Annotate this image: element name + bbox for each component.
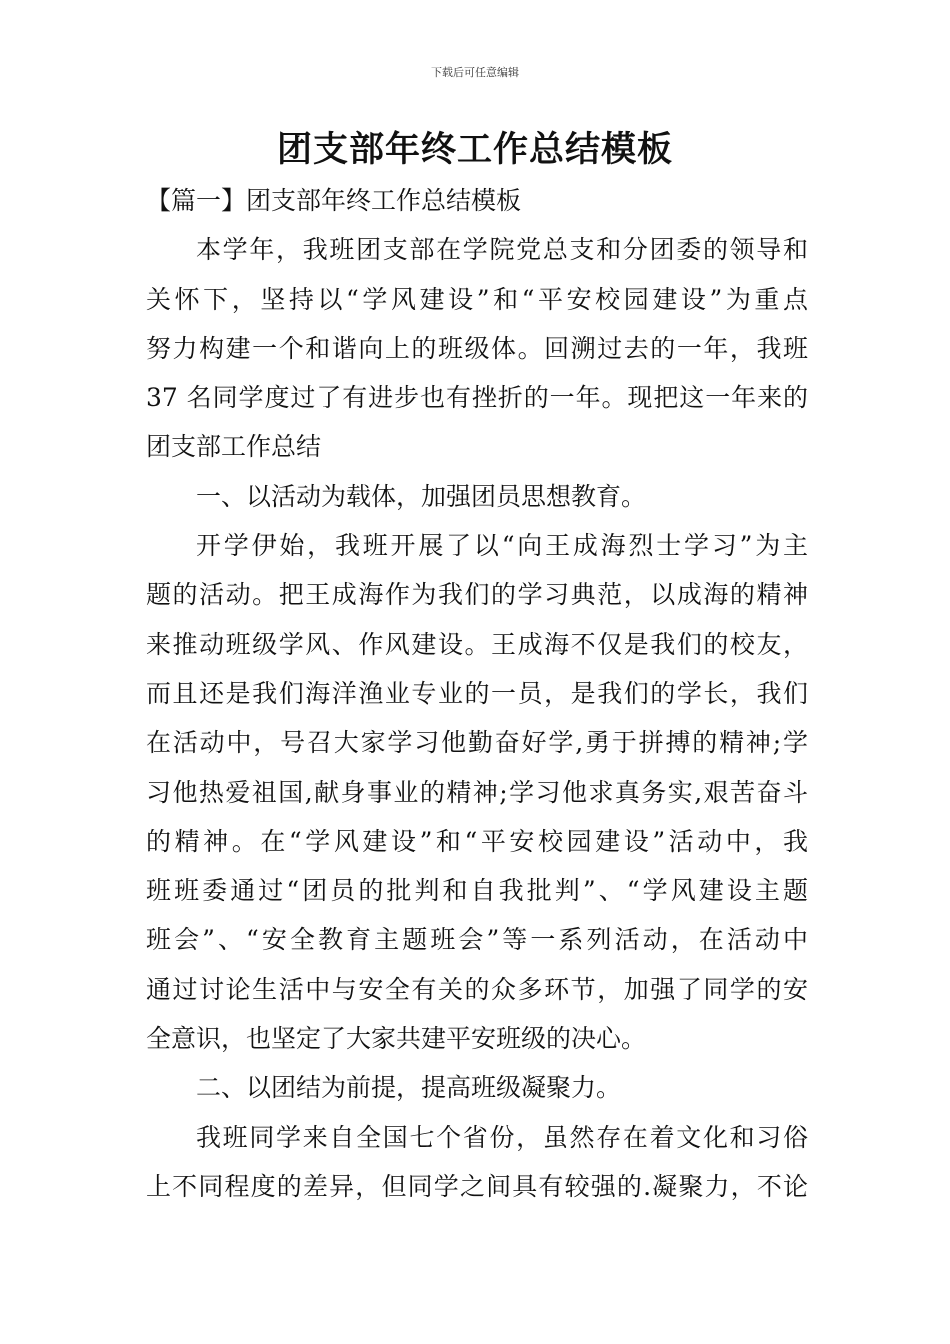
body-text-line: 通过讨论生活中与安全有关的众多环节，加强了同学的安: [146, 974, 808, 1004]
body-text-line: 上不同程度的差异，但同学之间具有较强的.凝聚力，不论: [146, 1171, 808, 1201]
header-note: 下载后可任意编辑: [431, 66, 519, 79]
body-text-line: 习他热爱祖国,献身事业的精神;学习他求真务实,艰苦奋斗: [146, 777, 808, 807]
body-text-line: 班会”、“安全教育主题班会”等一系列活动，在活动中: [146, 925, 808, 955]
body-text-line: 37 名同学度过了有进步也有挫折的一年。现把这一年来的: [146, 383, 808, 413]
document-title: 团支部年终工作总结模板: [276, 129, 673, 170]
body-text-line: 来推动班级学风、作风建设。王成海不仅是我们的校友，: [146, 629, 808, 659]
body-text-line: 本学年，我班团支部在学院党总支和分团委的领导和: [196, 235, 808, 265]
body-text-line: 一、以活动为载体，加强团员思想教育。: [196, 481, 647, 511]
body-text-line: 题的活动。把王成海作为我们的学习典范，以成海的精神: [146, 580, 808, 610]
body-text-line: 【篇一】团支部年终工作总结模板: [146, 186, 522, 215]
body-text-line: 我班同学来自全国七个省份，虽然存在着文化和习俗: [196, 1122, 808, 1152]
body-text-line: 努力构建一个和谐向上的班级体。回溯过去的一年，我班: [146, 333, 808, 363]
body-text-line: 开学伊始，我班开展了以“向王成海烈士学习”为主: [196, 531, 808, 561]
body-text-line: 二、以团结为前提，提高班级凝聚力。: [196, 1073, 622, 1103]
document-body: [146, 176, 808, 1211]
body-text-line: 班班委通过“团员的批判和自我批判”、“学风建设主题: [146, 876, 808, 906]
body-text-line: 在活动中，号召大家学习他勤奋好学,勇于拼搏的精神;学: [146, 728, 808, 758]
body-text-line: 而且还是我们海洋渔业专业的一员，是我们的学长，我们: [146, 678, 808, 708]
body-text-line: 关怀下，坚持以“学风建设”和“平安校园建设”为重点: [146, 284, 808, 314]
body-text-line: 的精神。在“学风建设”和“平安校园建设”活动中，我: [146, 826, 808, 856]
body-text-line: 团支部工作总结: [146, 432, 322, 462]
body-text-line: 全意识，也坚定了大家共建平安班级的决心。: [146, 1024, 647, 1054]
